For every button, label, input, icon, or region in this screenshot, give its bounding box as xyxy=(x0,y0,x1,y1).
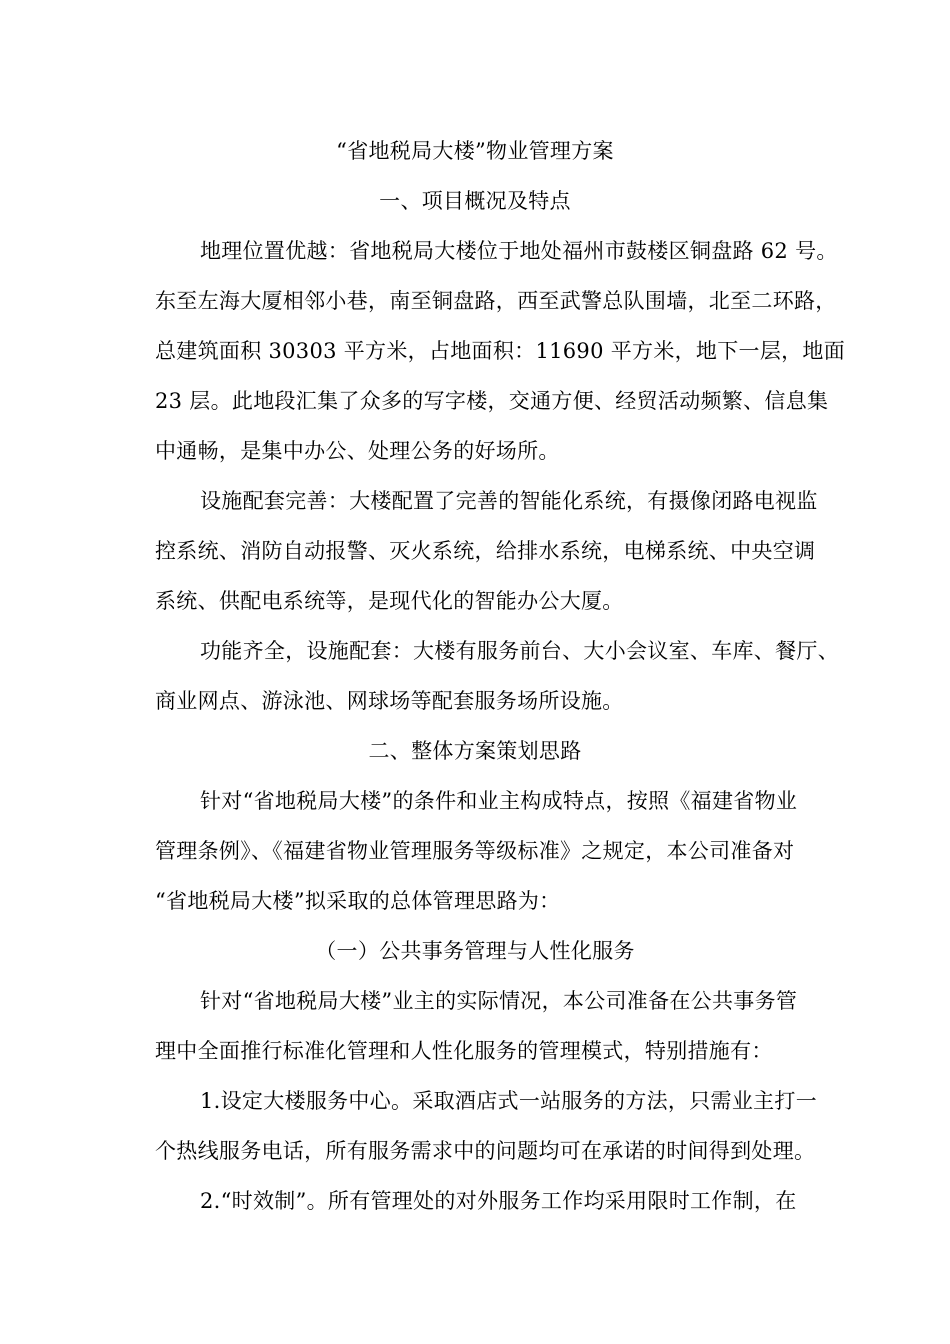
paragraph-line: 东至左海大厦相邻小巷，南至铜盘路，西至武警总队围墙，北至二环路， xyxy=(155,289,837,313)
paragraph-line: 总建筑面积 30303 平方米，占地面积：11690 平方米，地下一层，地面 xyxy=(155,339,846,363)
paragraph-line: 理中全面推行标准化管理和人性化服务的管理模式，特别措施有： xyxy=(155,1039,773,1063)
paragraph-line: 功能齐全，设施配套：大楼有服务前台、大小会议室、车库、餐厅、 xyxy=(200,639,839,663)
paragraph-line: 针对“省地税局大楼”的条件和业主构成特点，按照《福建省物业 xyxy=(200,789,798,813)
paragraph-line: 管理条例》、《福建省物业管理服务等级标准》之规定，本公司准备对 xyxy=(155,839,795,863)
paragraph-line: 控系统、消防自动报警、灭火系统，给排水系统，电梯系统、中央空调 xyxy=(155,539,816,563)
document-title: “省地税局大楼”物业管理方案 xyxy=(336,139,614,163)
list-item-line: 1.设定大楼服务中心。采取酒店式一站服务的方法，只需业主打一 xyxy=(200,1089,818,1113)
paragraph-line: 地理位置优越：省地税局大楼位于地处福州市鼓楼区铜盘路 62 号。 xyxy=(200,239,838,263)
list-item-line: 个热线服务电话，所有服务需求中的问题均可在承诺的时间得到处理。 xyxy=(155,1139,816,1163)
section-heading-2: 二、整体方案策划思路 xyxy=(368,739,582,763)
section-heading-1: 一、项目概况及特点 xyxy=(379,189,571,213)
paragraph-line: 商业网点、游泳池、网球场等配套服务场所设施。 xyxy=(155,689,624,713)
subsection-heading-1: （一）公共事务管理与人性化服务 xyxy=(315,939,635,963)
paragraph-line: 系统、供配电系统等，是现代化的智能办公大厦。 xyxy=(155,589,624,613)
list-item-line: 2.“时效制”。所有管理处的对外服务工作均采用限时工作制，在 xyxy=(200,1189,797,1213)
paragraph-line: 23 层。此地段汇集了众多的写字楼，交通方便、经贸活动频繁、信息集 xyxy=(155,389,829,413)
paragraph-line: “省地税局大楼”拟采取的总体管理思路为： xyxy=(155,889,561,913)
paragraph-line: 设施配套完善：大楼配置了完善的智能化系统，有摄像闭路电视监 xyxy=(200,489,818,513)
paragraph-line: 针对“省地税局大楼”业主的实际情况，本公司准备在公共事务管 xyxy=(200,989,798,1013)
paragraph-line: 中通畅，是集中办公、处理公务的好场所。 xyxy=(155,439,560,463)
